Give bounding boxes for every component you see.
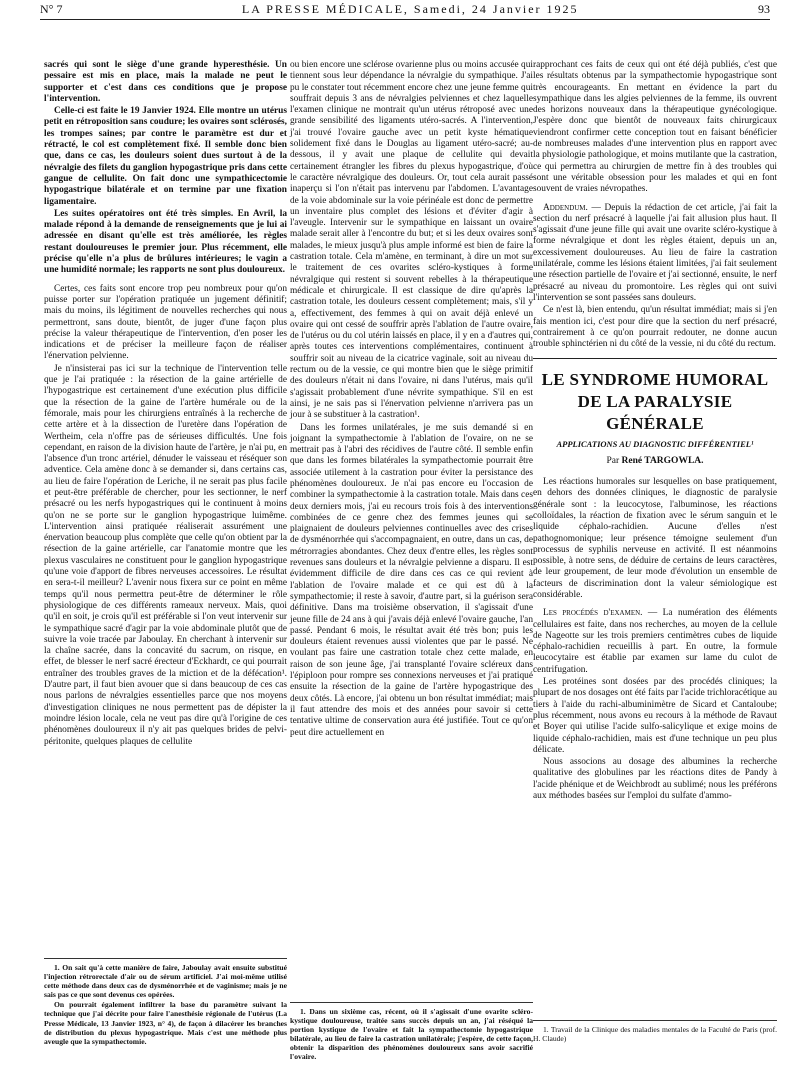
- article-subtitle: APPLICATIONS AU DIAGNOSTIC DIFFÉRENTIEL¹: [556, 439, 754, 450]
- paragraph: Je n'insisterai pas ici sur la technique de l'intervention telle que je l'ai pratiquée : la résection de la gaine artérielle de l'hypogastrique est certainement d'une exécution plus difficile que la résection de la gaine de l'artère humérale ou de la fémorale, mais pour les chirurgiens entraînés à la recherche de cette artère et à la dissection de l'uretère dans l'opération de Wertheim, cela n'offre pas de sérieuses difficultés. Une fois cependant, en raison de la division haute de l'artère, je n'ai pu, en l'absence d'un tronc artériel, dénuder le vaisseau et réséquer son adventice. Cela amène donc à se demander si, dans certains cas, au lieu de faire l'opération de Leriche, il ne serait pas plus facile et peut-être préférable de chercher, pour les sectionner, le nerf présacré ou les nerfs hypogastriques qui le continuent à moins qu'on ne se porte sur le ganglion hypogastrique luimême. L'intervention ainsi pratiquée réaliserait assurément une énervation beaucoup plus complète que celle qu'on obtient par la résection de la gaine artérielle, car l'anatomie montre que les plexus vasculaires ne constituent pour le ganglion hypogastrique qu'une voie d'apport de fibres nerveuses accessoires. Le résultat en sera-t-il meilleur? L'avenir nous fixera sur ce point en même temps qu'il nous permettra peut-être de déterminer le rôle physiologique de ces différents rameaux nerveux. Mais, quoi qu'il en soit, je crois qu'il est préférable si l'on veut intervenir sur le sympathique sacré d'agir par la voie abdominale plutôt que de suivre la voie tracée par Jaboulay. En cherchant à intervenir sur la chaîne sacrée, dans la concavité du sacrum, on risque, en effet, de blesser le nerf sacré érecteur d'Eckhardt, ce qui pourrait entraîner des troubles graves de la miction et de la défécation¹. D'autre part, il faut bien avouer que si dans beaucoup de ces cas nous parlons de névralgies essentielles parce que nos moyens d'investigation cliniques ne nous permettent pas de dépister la moindre lésion locale, cela ne veut pas dire qu'à l'origine de ces phénomènes douloureux il n'y ait pas quelques brides de pelvi-péritonite, quelques plaques de cellulite: [44, 363, 287, 747]
- paragraph: Certes, ces faits sont encore trop peu nombreux pour qu'on puisse porter sur l'opération pratiquée un jugement définitif; mais du moins, ils légitiment de nouvelles recherches qui nous permettront, sans doute, bientôt, de juger d'une façon plus précise la valeur thérapeutique de l'intervention, d'en poser les indications et de préciser la meilleure façon de réaliser l'énervation pelvienne.: [44, 283, 287, 362]
- paragraph: Les réactions humorales sur lesquelles on base pratiquement, en dehors des données cliniques, le diagnostic de paralysie générale sont : la leucocytose, l'albuminose, les réactions colloïdales, la réaction de fixation avec le sérum sanguin et le liquide céphalo-rachidien. Aucune d'elles n'est pathognomonique; leur présence témoigne seulement d'un processus de syphilis nerveuse en activité. Il est néanmoins possible, à notre sens, de déduire de certains de leurs caractères, de leur groupement, de leur mode d'évolution un ensemble de facteurs de discrimination dont la valeur sémiologique est considérable.: [533, 477, 777, 600]
- footnote: 1. Travail de la Clinique des maladies mentales de la Faculté de Paris (prof. H. Claude): [533, 1025, 777, 1044]
- footnote: On pourrait également infiltrer la base du paramètre suivant la technique que j'ai décrite pour faire l'anesthésie régionale de l'utérus (La Presse Médicale, 13 Janvier 1923, n° 4), de façon à dilacérer les branches de distribution du plexus hypogastrique. Mais c'est une méthode plus aveugle que la sympathectomie.: [44, 1000, 287, 1046]
- page-number: 93: [757, 2, 770, 16]
- addendum-text: — Depuis la rédaction de cet article, j'ai fait la section du nerf présacré à laquelle j'ai fait allusion plus haut. Il s'agissait d'une jeune fille qui avait une ovarite scléro-kystique à forme névralgique et dont les règles étaient, depuis un an, excessivement douloureuses. Au lieu de faire la castration unilatérale, comme les lésions étaient limitées, j'ai fait seulement une résection partielle de l'ovaire et j'ai sectionné, ensuite, le nerf présacré au niveau du promontoire. Les règles qui ont suivi l'intervention se sont passées sans douleurs.: [533, 202, 777, 303]
- paragraph: Les suites opératoires ont été très simples. En Avril, la malade répond à la demande de renseignements que je lui ai adressée en disant qu'elle est très améliorée, les règles restant douloureuses le premier jour. Plus récemment, elle précise qu'elle n'a plus de brûlures intérieures; le vagin a une humidité normale; les rapports ne sont plus douloureux.: [44, 208, 287, 276]
- paragraph: Ce n'est là, bien entendu, qu'un résultat immédiat; mais si j'en fais mention ici, c'est pour dire que la section du nerf présacré, contrairement à ce qu'on pourrait redouter, ne donne aucun trouble sphinctérien ni du côté de la vessie, ni du côté du rectum.: [533, 305, 777, 350]
- footnotes-left: [44, 958, 287, 1047]
- column-middle: [290, 60, 533, 740]
- paragraph: Celle-ci est faite le 19 Janvier 1924. Elle montre un utérus petit en rétroposition sans coudure; les ovaires sont sclérosés, les trompes saines; par contre le paramètre est dur et rétracté, le col est complètement fixé. Il semble donc bien que, dans ce cas, les douleurs soient dues surtout à de la névralgie des filets du ganglion hypogastrique pris dans cette gangue de cellulite. On fait donc une sympathicectomie hypogastrique bilatérale et on termine par une fixation ligamentaire.: [44, 106, 288, 207]
- article-title-line-1: LE SYNDROME HUMORAL: [541, 370, 769, 390]
- footnotes-right: [533, 1020, 777, 1044]
- section-divider: [533, 358, 777, 359]
- paragraph: rapprochant ces faits de ceux qui ont été déjà publiés, c'est que les résultats obtenus par la sympathectomie hypogastrique sont très encourageants. En mettant en évidence la part du sympathique dans les algies pelviennes de la femme, ils ouvrent des horizons nouveaux dans la thérapeutique gynécologique. J'espère donc que bientôt de nouveaux faits chirurgicaux viendront confirmer cette conception tout en faisant bénéficier de nombreuses malades d'une intervention plus en rapport avec la physiologie pathologique, et moins mutilante que la castration, ce qui permettra au chirurgien de mettre fin à des troubles qui sont une véritable obsession pour les malades et qui en font souvent de vraies névropathes.: [533, 60, 777, 195]
- column-right: [533, 60, 777, 803]
- section-label: Les procédés d'examen.: [543, 608, 643, 619]
- addendum-label: Addendum.: [543, 202, 588, 213]
- byline: [533, 456, 777, 467]
- section-text: — La numération des éléments cellulaires est faite, dans nos recherches, au moyen de la cellule de Nageotte sur les trois premiers centimètres cubes de liquide céphalo-rachidien recueillis à part. En outre, la formule leucocytaire est établie par examen sur lame du culot de centrifugation.: [533, 608, 777, 675]
- footnote: 1. Dans un sixième cas, récent, où il s'agissait d'une ovarite scléro-kystique douloureuse, traitée sans succès depuis un an, j'ai réséqué la portion kystique de l'ovaire et fait la sympathectomie hypogastrique bilatérale, au lieu de faire la castration unilatérale; j'espère, de cette façon, obtenir la disparition des phénomènes douloureux sans avoir sacrifié l'ovaire.: [290, 1007, 533, 1062]
- journal-running-title: LA PRESSE MÉDICALE, Samedi, 24 Janvier 1925: [241, 2, 579, 16]
- byline-prefix: Par: [606, 455, 622, 466]
- article-title-block: [533, 369, 777, 467]
- footnotes-middle: [290, 1002, 533, 1063]
- footnote: 1. On sait qu'à cette manière de faire, Jaboulay avait ensuite substitué l'injection rétrorectale d'air ou de sérum artificiel. J'ai moi-même utilisé cette méthode dans deux cas de dysménorrhée et de vaginisme; mais je ne sais pas ce que sont devenus ces opérées.: [44, 963, 287, 1000]
- paragraph: Nous associons au dosage des albumines la recherche qualitative des globulines par les réactions dites de Pandy à l'acide phénique et de Weichbrodt au sublimé; nous les préférons aux méthodes basées sur l'emploi du sulfate d'ammo-: [533, 757, 777, 802]
- paragraph: ou bien encore une sclérose ovarienne plus ou moins accusée qui tiennent sous leur dépendance la névralgie du sympathique. J'ai pu le constater tout récemment encore chez une jeune femme qui souffrait depuis 3 ans de névralgies pelviennes et chez laquelle l'examen clinique ne montrait qu'un utérus rétroposé avec une grande sensibilité des ligaments utéro-sacrés. A l'intervention, j'ai trouvé l'ovaire gauche avec un petit kyste hématique solidement fixé dans le Douglas au ligament utéro-sacré; au-dessous, il y avait une plaque de cellulite qui devait certainement étrangler les fibres du plexus hypogastrique, d'où le caractère névralgique des douleurs. Or, tout cela aurait passé inaperçu si l'on n'était pas intervenu par l'abdomen. L'avantage de la voie abdominale sur la voie périnéale est donc de permettre un inventaire plus complet des lésions et d'éviter d'agir à l'aveugle. Intervenir sur le sympathique en laissant un ovaire malade serait aller à l'encontre du but; et si les deux ovaires sont malades, le mieux jusqu'à plus ample informé est bien de faire la castration totale. Cela m'amène, en terminant, à dire un mot sur le traitement de ces ovarites scléro-kystiques à forme névralgique qui restent si souvent rebelles à la thérapeutique médicale et chirurgicale. Il est classique de dire qu'après la castration totale, les douleurs cessent complètement; mais, s'il y a, effectivement, des femmes à qui on avait déjà enlevé un ovaire qui ont cessé de souffrir après l'ablation de l'autre ovaire, de l'utérus ou du col utérin laissés en place, il y en a d'autres qui, après toutes ces interventions complémentaires, continuent à souffrir soit au niveau de la cicatrice vaginale, soit au niveau du rectum ou de la vessie, ce qui montre bien que le siège primitif des douleurs n'était ni dans l'ovaire, ni dans l'utérus, mais qu'il s'agissait probablement d'une névrite sympathique. S'il en est ainsi, je ne sais pas si l'énervation pelvienne n'arrivera pas un jour à se substituer à la castration¹.: [290, 60, 533, 421]
- addendum-paragraph: [533, 203, 777, 305]
- paragraph: Les protéines sont dosées par des procédés cliniques; la plupart de nos dosages ont été faits par l'acide trichloracétique au tiers à l'aide du rachi-albuminimètre de Sicard et Cantaloube; plus récemment, nous avons eu recours à la méthode de Ravaut et Boyer qui utilise l'acide sulfo-salicylique et exige moins de liquide céphalo-rachidien, mais est d'une technique un peu plus délicate.: [533, 677, 777, 755]
- issue-number: N° 7: [40, 2, 63, 16]
- paragraph: Dans les formes unilatérales, je me suis demandé si en joignant la sympathectomie à l'ablation de l'ovaire, on ne se mettrait pas à l'abri des récidives de l'autre côté. Il semble enfin que dans les formes bilatérales la sympathectomie pourrait être associée utilement à la castration pour éviter la persistance des phénomènes douloureux. Je n'ai pas encore eu l'occasion de combiner la sympathectomie à la castration totale. Mais dans ces deux derniers mois, j'ai eu recours trois fois à des interventions combinées de ce genre chez des femmes jeunes qui se plaignaient de douleurs pelviennes continuelles avec des crises de dysménorrhée qui s'accompagnaient, en outre, dans un cas, de métrorragies abondantes. Chez deux d'entre elles, les règles sont revenues sans douleurs et la névralgie pelvienne a disparu. Il est évidemment difficile de dire dans ces cas ce qui revient à l'ablation de l'ovaire malade et ce qui est dû à la sympathectomie; il reste à savoir, d'autre part, si la guérison sera définitive. Dans ma troisième observation, il s'agissait d'une jeune fille de 24 ans à qui j'avais déjà enlevé l'ovaire gauche, l'an passé. Pendant 6 mois, le résultat avait été très bon; puis les douleurs étaient revenues aussi violentes que par le passé. Ne voulant pas faire une castration totale chez cette malade, en raison de son jeune âge, j'ai transplanté l'ovaire scléreux dans l'épiploon pour rompre ses connexions nerveuses et j'ai pratiqué ensuite la résection de la gaine de l'artère hypogastrique des deux côtés. Là encore, j'ai obtenu un bon résultat immédiat; mais il faut attendre des mois et des années pour savoir si cette tentative ultime de conservation aura été justifiée. Tout ce qu'on peut dire actuellement en: [290, 422, 533, 738]
- running-header: [40, 4, 770, 20]
- paragraph: sacrés qui sont le siège d'une grande hyperesthésie. Un pessaire est mis en place, mais la malade ne peut le supporter et c'est dans ces conditions que je propose l'intervention.: [44, 60, 287, 104]
- author-name: René TARGOWLA.: [621, 455, 704, 466]
- article-title-line-2: DE LA PARALYSIE GÉNÉRALE: [577, 392, 733, 434]
- column-left: [44, 60, 287, 749]
- paragraph: [533, 608, 777, 676]
